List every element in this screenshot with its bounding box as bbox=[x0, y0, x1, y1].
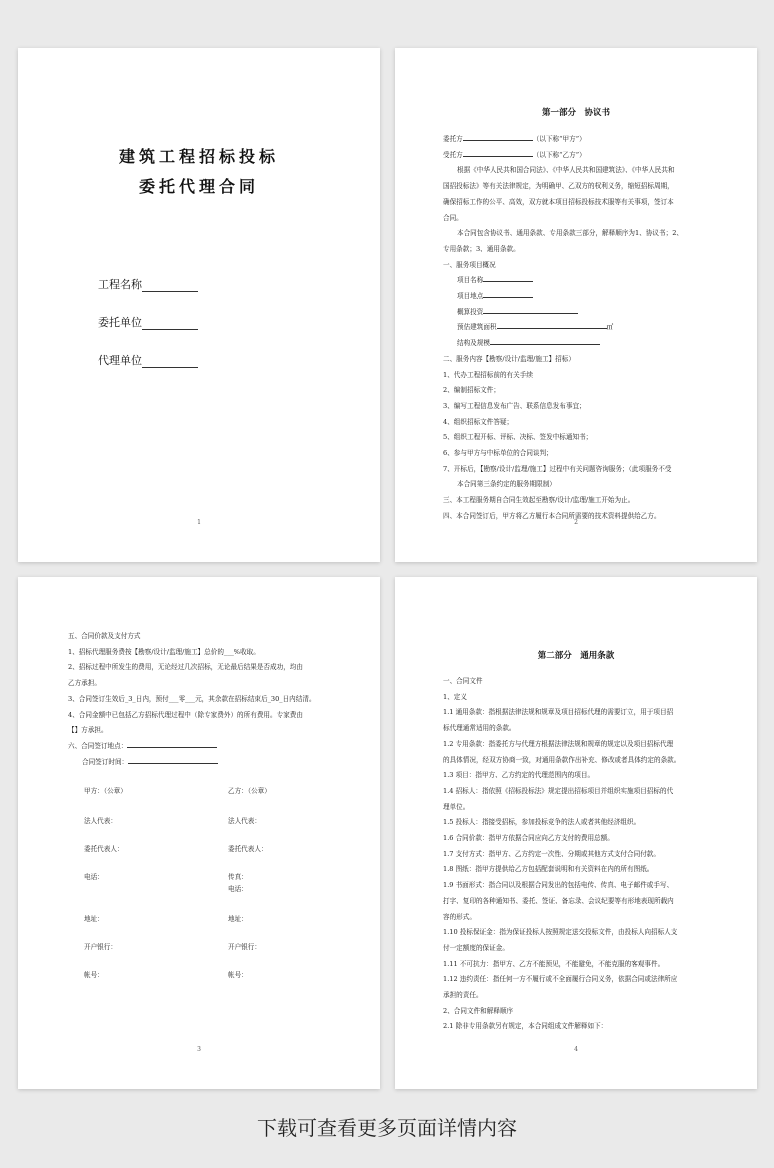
page-2 bbox=[395, 48, 757, 562]
text-line: 六、合同签订地点： bbox=[68, 739, 332, 755]
signature-field-party-a: 委托代表人： bbox=[84, 845, 124, 853]
page-3 bbox=[18, 577, 380, 1089]
text-line: 1.2 专用条款：指委托方与代理方根据法律法规和规章的规定以及项目招标代理 bbox=[443, 739, 674, 748]
text-line: 1.4 招标人：指依照《招标投标法》规定提出招标项目并组织实施项目招标的代 bbox=[443, 786, 674, 795]
signature-field-party-b: 委托代表人： bbox=[228, 845, 268, 853]
text-line: 1.7 支付方式：指甲方、乙方约定一次性、分期或其他方式支付合同付款。 bbox=[443, 849, 660, 858]
page-number: 4 bbox=[574, 1046, 578, 1053]
text-line: 4、组织招标文件答疑； bbox=[443, 417, 514, 426]
page-number: 1 bbox=[197, 519, 201, 526]
text-line: 项目地点 bbox=[443, 289, 709, 305]
text-line: 根据《中华人民共和国合同法》、《中华人民共和国建筑法》、《中华人民共和 bbox=[457, 166, 675, 175]
download-caption: 下载可查看更多页面详情内容 bbox=[257, 1116, 517, 1140]
text-line: 合同签订时间： bbox=[68, 755, 332, 771]
text-line: 二、服务内容【勘察/设计/监理/施工】招标） bbox=[443, 354, 575, 363]
text-line: 五、合同价款及支付方式 bbox=[68, 632, 141, 640]
text-line: 受托方 （以下称“乙方”） bbox=[443, 150, 586, 159]
text-line: 三、本工程服务期自合同生效起至勘察/设计/监理/施工开始为止。 bbox=[443, 496, 635, 505]
signature-field-party-a: 地址： bbox=[84, 915, 104, 923]
text-line: 结构及规模 bbox=[443, 336, 709, 352]
text-line: 1.5 投标人：指接受招标，参加投标竞争的法人或者其他经济组织。 bbox=[443, 818, 641, 827]
text-line: 预估建筑面积 ㎡ bbox=[457, 323, 614, 332]
signature-field-party-a: 法人代表： bbox=[84, 817, 117, 825]
text-line: 【】方承担。 bbox=[68, 726, 108, 735]
text-line: 2.1 除非专用条款另有规定，本合同组成文件解释如下： bbox=[443, 1022, 608, 1031]
text-line: 1、招标代理服务费按【勘察/设计/监理/施工】总价的___%收取。 bbox=[68, 647, 260, 656]
text-line: 委托方 （以下称“甲方”） bbox=[443, 135, 586, 143]
cover-field-agent: 代理单位 bbox=[98, 352, 198, 368]
text-line: 国招投标法》等有关法律规定，为明确甲、乙双方的权利义务，缩短招标周期， bbox=[443, 182, 674, 191]
signature-field-party-a: 开户银行： bbox=[84, 943, 117, 951]
text-line: 容的形式。 bbox=[443, 912, 476, 921]
signature-field-party-a: 甲方：（公章） bbox=[84, 787, 127, 795]
signature-field-party-b: 地址： bbox=[228, 915, 248, 923]
text-line: 2、招标过程中所发生的费用，无论经过几次招标，无论最后结果是否成功，均由 bbox=[68, 663, 303, 672]
text-line: 1、代办工程招标前的有关手续 bbox=[443, 370, 533, 379]
page-number: 3 bbox=[197, 1046, 201, 1053]
text-line: 项目名称 bbox=[443, 273, 709, 289]
text-line: 四、本合同签订后，甲方将乙方履行本合同所需要的技术资料提供给乙方。 bbox=[443, 511, 661, 520]
text-line: 1、定义 bbox=[443, 692, 467, 701]
cover-title-line2: 委托代理合同 bbox=[138, 177, 259, 196]
text-line: 5、组织工程开标、评标、决标、签发中标通知书； bbox=[443, 433, 593, 442]
page-4 bbox=[395, 577, 757, 1089]
text-line: 2、合同文件和解释顺序 bbox=[443, 1006, 514, 1015]
text-line: 打字、复印的各种通知书、委托、签证、备忘录、会议纪要等有形地表现所载内 bbox=[443, 896, 674, 905]
page-number: 2 bbox=[574, 519, 578, 526]
text-line: 理单位。 bbox=[443, 802, 470, 811]
page-title: 第二部分 通用条款 bbox=[537, 651, 615, 661]
text-line: 1.11 不可抗力：指甲方、乙方不能预见，不能避免，不能克服的客观事件。 bbox=[443, 959, 665, 968]
cover-field-project-name: 工程名称 bbox=[98, 276, 198, 292]
text-line: 3、编写工程信息发布广告、联系信息发布事宜； bbox=[443, 401, 586, 410]
text-line: 本合同第三条约定的服务期限制） bbox=[457, 480, 556, 489]
text-line: 确保招标工作的公平、高效，双方就本项目招标投标技术服等有关事项，签订本 bbox=[443, 197, 674, 206]
text-line: 4、合同金额中已包括乙方招标代理过程中（除专家费外）的所有费用。专家费由 bbox=[68, 710, 303, 719]
text-line: 一、服务项目概况 bbox=[443, 260, 496, 269]
text-line: 乙方承担。 bbox=[68, 679, 101, 688]
signature-field-party-b: 开户银行： bbox=[228, 943, 261, 951]
text-line: 2、编制招标文件； bbox=[443, 386, 500, 395]
signature-field-party-b: 乙方：（公章） bbox=[228, 787, 271, 795]
text-line: 7、开标后，【勘察/设计/监理/施工】过程中有关问题咨询服务；（此项服务不受 bbox=[443, 464, 672, 473]
text-line: 的具体情况，经双方协商一致，对通用条款作出补充、修改或者具体约定的条款。 bbox=[443, 755, 681, 764]
signature-field-party-a: 帐号： bbox=[84, 971, 104, 979]
text-line: 1.12 违约责任：指任何一方不履行或不全面履行合同义务，依据合同或法律所应 bbox=[443, 975, 678, 984]
text-line: 概算投资 bbox=[443, 305, 709, 321]
text-line: 1.8 图纸：指甲方提供给乙方包括配套说明和有关资料在内的所有图纸。 bbox=[443, 865, 654, 874]
text-line: 合同。 bbox=[443, 213, 463, 222]
text-line: 本合同包含协议书、通用条款、专用条款三部分，解释顺序为1、协议书；2、 bbox=[457, 229, 683, 238]
text-line: 标代理通常适用的条款。 bbox=[443, 724, 516, 733]
text-line: 1.3 项目：指甲方、乙方约定的代理范围内的项目。 bbox=[443, 771, 595, 780]
text-line: 6、参与甲方与中标单位的合同谈判； bbox=[443, 449, 553, 458]
page-body bbox=[443, 674, 709, 1035]
page-1 bbox=[18, 48, 380, 562]
text-line: 一、合同文件 bbox=[443, 677, 483, 685]
page-body bbox=[443, 132, 709, 525]
text-line: 1.10 投标保证金：指为保证投标人按照规定送交投标文件，由投标人向招标人支 bbox=[443, 928, 678, 937]
text-line: 1.9 书面形式：指合同以及根据合同发出的包括电传、传真、电子邮件或手写、 bbox=[443, 881, 674, 890]
text-line: 付一定额度的保证金。 bbox=[443, 943, 509, 952]
text-line: 1.1 通用条款：指根据法律法规和规章及项目招标代理的需要订立，用于项目招 bbox=[443, 708, 674, 717]
text-line: 3、合同签订生效后_3_日内，预付___零___元，其余款在招标结束后_30_日内结清。 bbox=[68, 694, 316, 703]
text-line: 专用条款；3、通用条款。 bbox=[443, 244, 520, 253]
signature-field-party-a: 电话： bbox=[84, 873, 104, 881]
page-body bbox=[68, 629, 332, 770]
text-line: 承担的责任。 bbox=[443, 991, 483, 1000]
cover-field-client: 委托单位 bbox=[98, 314, 198, 330]
signature-field-party-b: 帐号： bbox=[228, 971, 248, 979]
signature-field-party-b: 法人代表： bbox=[228, 817, 261, 825]
cover-title-line1: 建筑工程招标投标 bbox=[118, 147, 279, 166]
text-line: 1.6 合同价款：指甲方依据合同应向乙方支付的费用总额。 bbox=[443, 834, 614, 843]
page-title: 第一部分 协议书 bbox=[541, 108, 610, 118]
signature-field-party-b: 传真： bbox=[228, 873, 248, 881]
signature-field-party-b: 电话： bbox=[228, 885, 248, 893]
